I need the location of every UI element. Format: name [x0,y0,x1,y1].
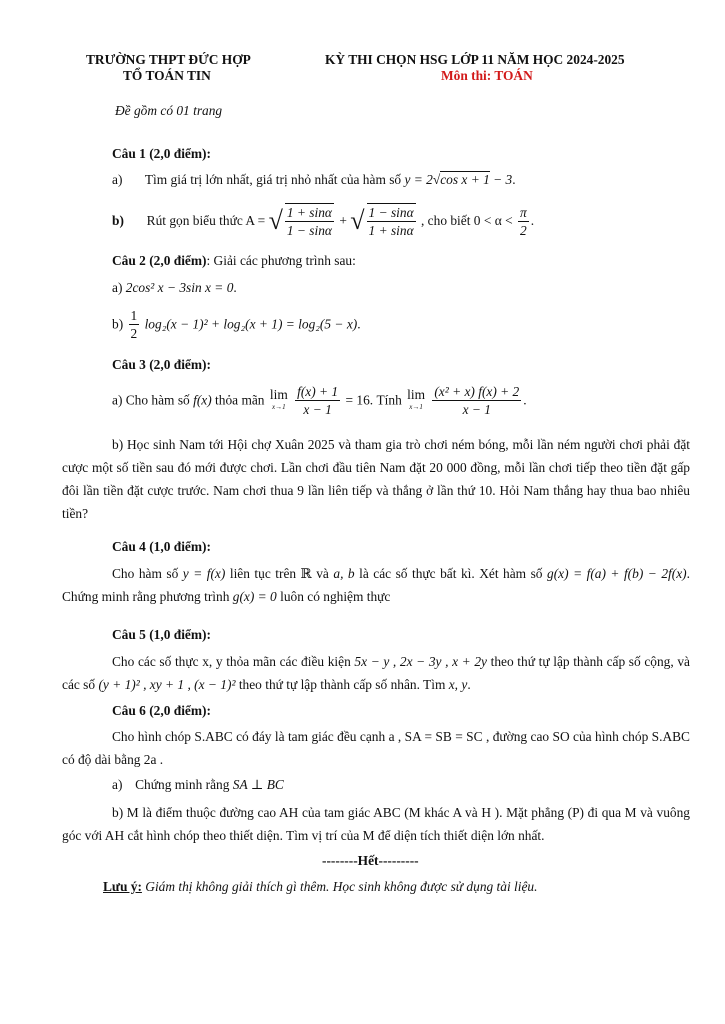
question-1b: b) Rút gọn biểu thức A = √ $\frac{1 + \sin\alpha}{1 - \sin\alpha}$ + √ $\frac{1 - \sin\alpha}{1 + \sin\alpha}$ , cho biết 0 < α < $\frac{\pi}{2}$ . [112,204,535,238]
q2b-equation: log₂(x − 1)² + log₂(x + 1) = log₂(5 − x) [144,316,358,332]
question-6-intro: Cho hình chóp S.ABC có đáy là tam giác đều cạnh a , SA = SB = SC , đường cao SO của hình chóp S.ABC có độ dài bằng 2a . [62,729,690,767]
q1a-function: y = 2√cos x + 1 − 3 [404,172,513,187]
question-6-title: Câu 6 (2,0 điểm): [112,703,211,718]
question-6a: a) Chứng minh rằng SA ⊥ BC [112,777,284,792]
q1b-text: Rút gọn biểu thức A = [146,213,266,228]
end-mark: --------Hết--------- [322,853,419,868]
one-half-fraction: $\frac{1}{2}$ [130,308,138,341]
q2a-equation: 2cos² x − 3sin x = 0 [125,280,234,295]
exam-subject: Môn thi: TOÁN [441,68,533,83]
page-count-note: Đề gồm có 01 trang [115,103,223,118]
question-6b: b) M là điểm thuộc đường cao AH của tam giác ABC (M khác A và H ). Mặt phẳng (P) đi qua M và vuông góc với AH cắt hình chóp theo thiết diện. Tìm vị trí của M để diện tích thiết diện lớn nhất. [62,805,690,843]
sqrt-expression-2: √ $\frac{1 - \sin\alpha}{1 + \sin\alpha}$ [350,205,414,238]
school-name: TRƯỜNG THPT ĐỨC HỢP [86,52,251,67]
q1a-text: Tìm giá trị lớn nhất, giá trị nhỏ nhất của hàm số [144,172,402,187]
limit-fraction-2: $\frac{\text{(x² + x) f(x) + 2}}{x - 1}$ [434,384,520,417]
exam-title: KỲ THI CHỌN HSG LỚP 11 NĂM HỌC 2024-2025 [325,52,625,67]
limit-operator-2: lim x→1 [407,386,425,411]
question-4-body: Cho hàm số y = f(x) liên tục trên ℝ và a, b là các số thực bất kì. Xét hàm số g(x) = f(a) + f(b) − 2f(x). Chứng minh rằng phương trình g(x) = 0 luôn có nghiệm thực [62,566,690,604]
question-2a: a) 2cos² x − 3sin x = 0. [112,280,237,295]
question-2b: b) $\frac{1}{2}$ log₂(x − 1)² + log₂(x + 1) = log₂(5 − x). [112,308,361,341]
question-3a: a) Cho hàm số f(x) thỏa mãn lim x→1 $\frac{f(x) + 1}{x - 1}$ = 16. Tính lim x→1 $\frac{\text{(x² + x) f(x) + 2}}{x - 1}$ . [112,384,527,417]
question-5-body: Cho các số thực x, y thỏa mãn các điều kiện 5x − y , 2x − 3y , x + 2y theo thứ tự lập thành cấp số cộng, và các số (y + 1)² , xy + 1 , (x − 1)² theo thứ tự lập thành cấp số nhân. Tìm x, y. [62,654,690,692]
limit-operator-1: lim x→1 [269,386,288,411]
q1a-label: a) [112,172,123,187]
question-1a: a) Tìm giá trị lớn nhất, giá trị nhỏ nhất của hàm số y = 2√cos x + 1 − 3. [112,172,516,187]
question-4-title: Câu 4 (1,0 điểm): [112,539,211,554]
footer-label: Lưu ý: [103,879,142,894]
question-3-title: Câu 3 (2,0 điểm): [112,357,211,372]
limit-fraction-1: $\frac{f(x) + 1}{x - 1}$ [297,384,339,417]
question-1-title: Câu 1 (2,0 điểm): [112,146,211,161]
question-5-title: Câu 5 (1,0 điểm): [112,627,211,642]
question-3b: b) Học sinh Nam tới Hội chợ Xuân 2025 và tham gia trò chơi ném bóng, mỗi lần ném người chơi phải đặt cược một số tiền sau đó mới được chơi. Lần chơi đầu tiên Nam đặt 20 000 đồng, mỗi lần chơi tiếp theo tiền đặt gấp đôi lần tiền đặt cược trước. Nam chơi thua 9 lần liên tiếp và thắng ở lần thứ 10. Hỏi Nam thắng hay thua bao nhiêu tiền? [62,437,690,521]
footer-note [103,879,537,895]
q1b-condition: , cho biết 0 < α < [420,213,513,228]
question-2-title: Câu 2 (2,0 điểm): Giải các phương trình sau: [112,253,356,268]
footer-text: Giám thị không giải thích gì thêm. Học sinh không được sử dụng tài liệu. [145,879,538,894]
department-name: TỔ TOÁN TIN [123,68,211,83]
sqrt-expression-1: √ $\frac{1 + \sin\alpha}{1 - \sin\alpha}$ [268,205,332,238]
pi-half-fraction: $\frac{\pi}{2}$ [520,204,527,238]
q1b-label: b) [112,213,124,228]
